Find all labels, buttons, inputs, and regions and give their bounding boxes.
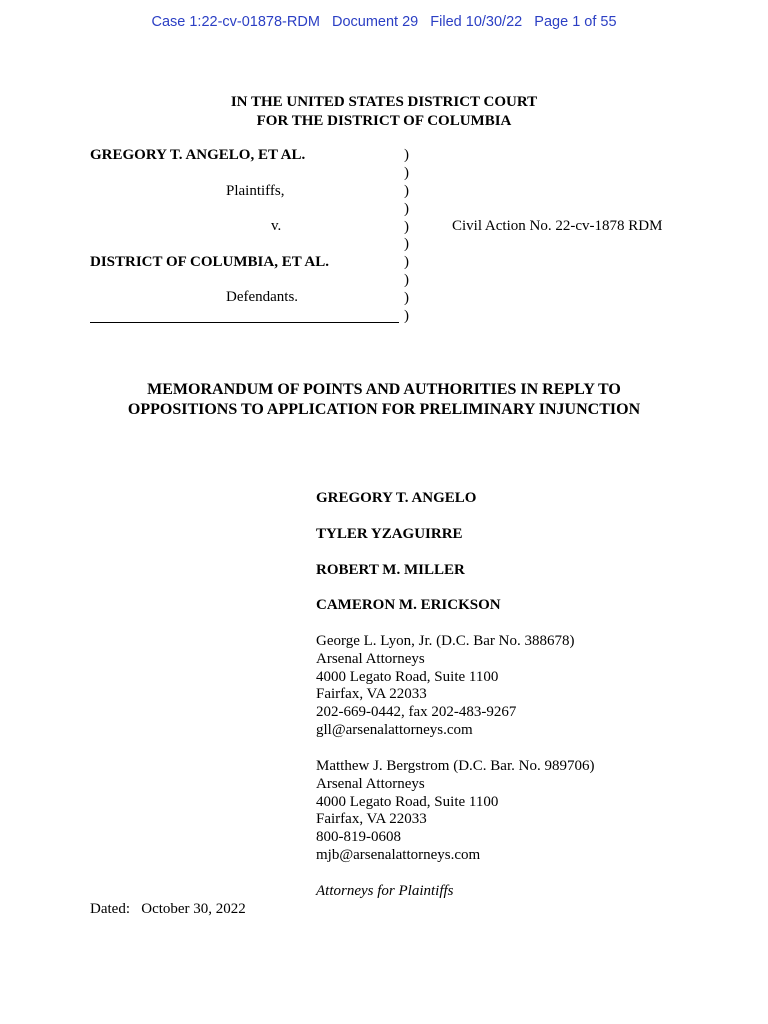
attorney-email: gll@arsenalattorneys.com xyxy=(316,721,473,738)
plaintiff-name: CAMERON M. ERICKSON xyxy=(316,597,501,613)
paren: ) xyxy=(404,182,409,199)
paren: ) xyxy=(404,308,409,325)
plaintiff-caption-name: GREGORY T. ANGELO, ET AL. xyxy=(90,147,306,163)
caption-underline xyxy=(90,322,399,323)
civil-action-number: Civil Action No. 22-cv-1878 RDM xyxy=(452,218,663,234)
paren: ) xyxy=(404,164,409,181)
attorney-city: Fairfax, VA 22033 xyxy=(316,686,427,703)
versus-label: v. xyxy=(271,218,282,234)
caption-parentheses xyxy=(404,147,409,326)
paren: ) xyxy=(404,236,409,253)
defendant-caption-name: DISTRICT OF COLUMBIA, ET AL. xyxy=(90,254,329,270)
attorney-phone: 202-669-0442, fax 202-483-9267 xyxy=(316,704,517,721)
attorney-firm: Arsenal Attorneys xyxy=(316,650,425,667)
court-heading-line2: FOR THE DISTRICT OF COLUMBIA xyxy=(256,113,512,129)
attorney-block-2 xyxy=(316,758,594,865)
attorney-street: 4000 Legato Road, Suite 1100 xyxy=(316,793,499,810)
plaintiff-name: ROBERT M. MILLER xyxy=(316,562,465,578)
attorney-firm: Arsenal Attorneys xyxy=(316,775,425,792)
paren: ) xyxy=(404,272,409,289)
memorandum-title-line2: OPPOSITIONS TO APPLICATION FOR PRELIMINARY INJUNCTION xyxy=(127,401,641,418)
attorneys-for-plaintiffs: Attorneys for Plaintiffs xyxy=(316,883,454,899)
defendants-label: Defendants. xyxy=(226,289,299,305)
attorney-city: Fairfax, VA 22033 xyxy=(316,811,427,828)
plaintiff-name: TYLER YZAGUIRRE xyxy=(316,526,463,542)
attorney-phone: 800-819-0608 xyxy=(316,829,401,846)
plaintiffs-label: Plaintiffs, xyxy=(226,183,285,199)
plaintiff-name: GREGORY T. ANGELO xyxy=(316,490,477,506)
attorney-name: George L. Lyon, Jr. (D.C. Bar No. 388678) xyxy=(316,633,575,649)
attorney-block-1 xyxy=(316,633,574,740)
date-line: Dated: October 30, 2022 xyxy=(90,901,246,917)
attorney-street: 4000 Legato Road, Suite 1100 xyxy=(316,668,499,685)
paren: ) xyxy=(404,290,409,307)
attorney-email: mjb@arsenalattorneys.com xyxy=(316,846,481,863)
paren: ) xyxy=(404,200,409,217)
case-header-stamp: Case 1:22-cv-01878-RDM Document 29 Filed 10/30/22 Page 1 of 55 xyxy=(151,14,617,30)
court-heading-line1: IN THE UNITED STATES DISTRICT COURT xyxy=(230,94,538,110)
memorandum-title-line1: MEMORANDUM OF POINTS AND AUTHORITIES IN REPLY TO xyxy=(147,381,621,398)
paren: ) xyxy=(404,254,409,271)
paren: ) xyxy=(404,147,409,163)
attorney-name: Matthew J. Bergstrom (D.C. Bar. No. 989706) xyxy=(316,758,595,774)
paren: ) xyxy=(404,218,409,235)
memorandum-title xyxy=(0,380,768,420)
court-heading xyxy=(0,93,768,131)
